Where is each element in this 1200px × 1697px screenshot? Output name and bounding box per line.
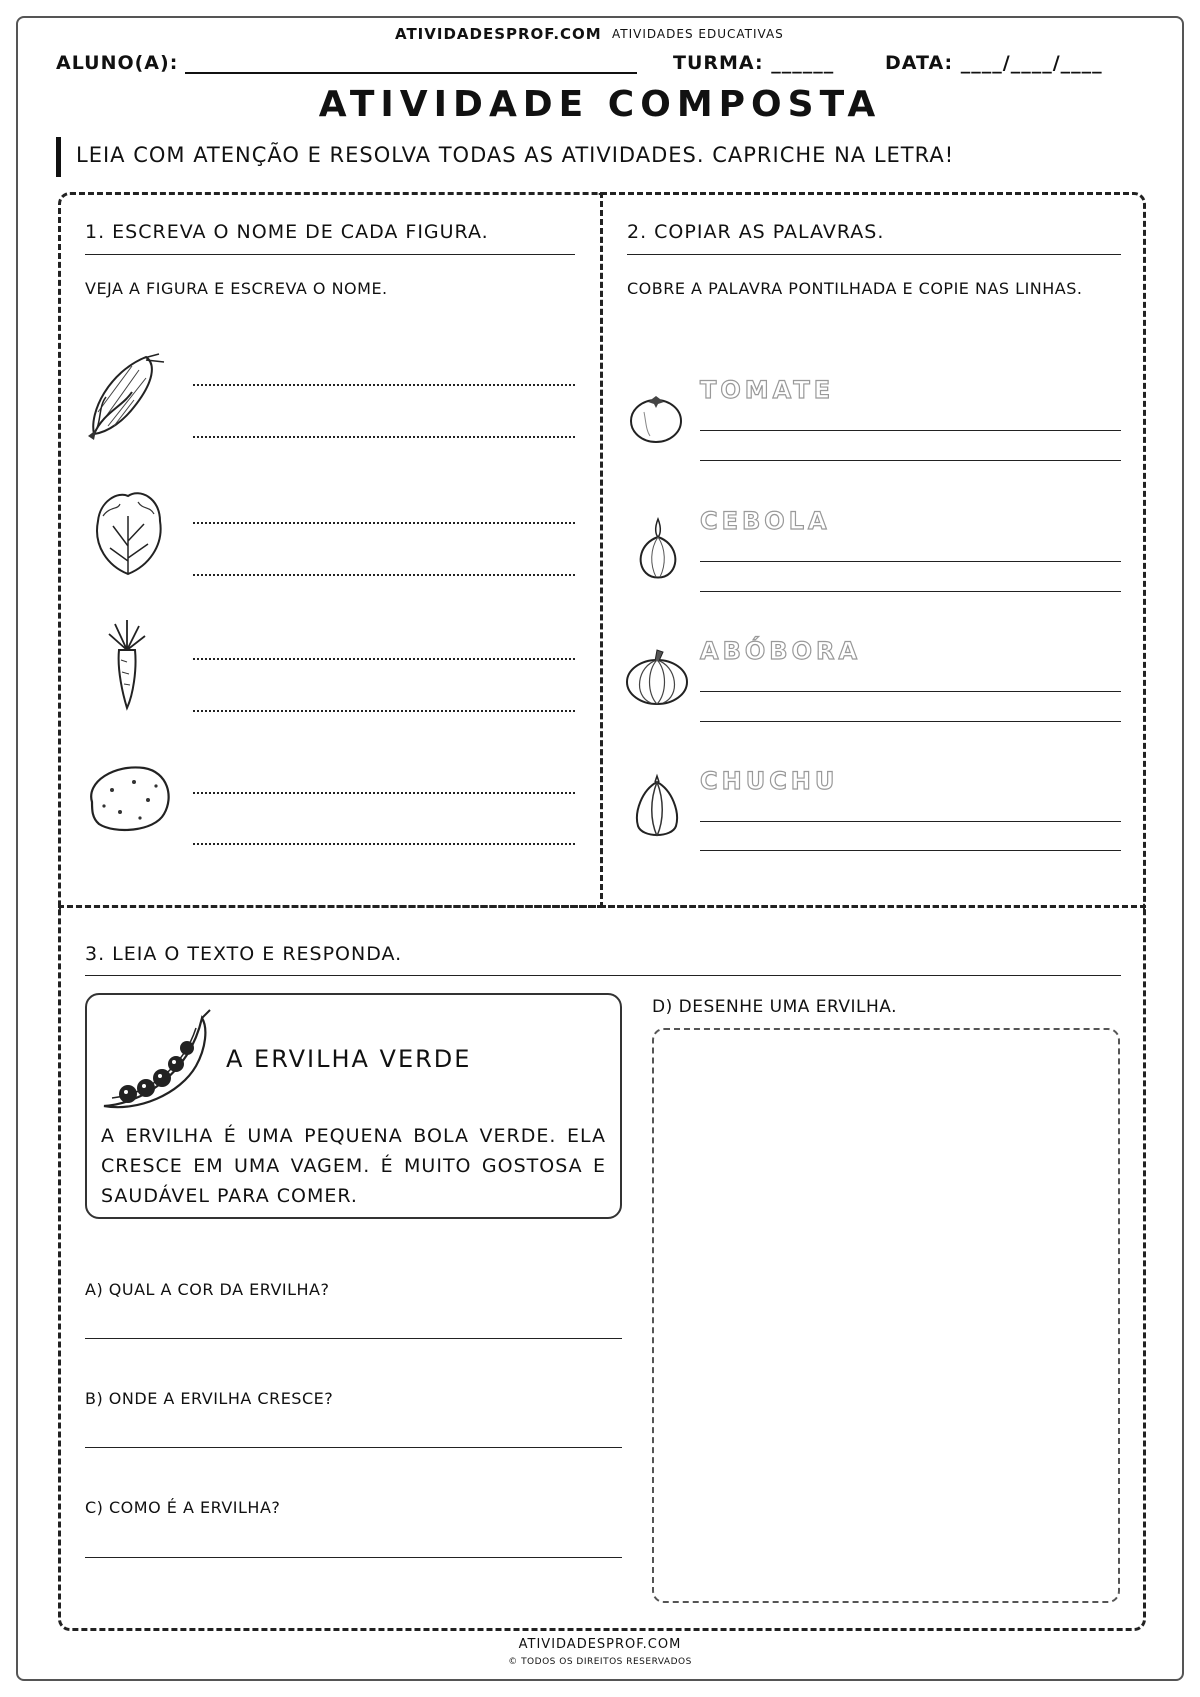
section3-rule (85, 975, 1121, 976)
copy-line[interactable] (700, 561, 1121, 562)
student-name-field[interactable] (185, 72, 637, 74)
chayote-icon (632, 776, 682, 840)
question-a: A) QUAL A COR DA ERVILHA? (85, 1280, 330, 1299)
question-c: C) COMO É A ERVILHA? (85, 1498, 281, 1517)
carrot-icon (105, 620, 150, 710)
section1-rule (85, 254, 575, 255)
student-label: ALUNO(A): (56, 52, 179, 74)
lettuce-icon (88, 486, 168, 576)
potato-icon (84, 762, 174, 834)
answer-line[interactable] (193, 574, 575, 576)
answer-line[interactable] (193, 792, 575, 794)
tomato-icon (628, 392, 684, 444)
drawing-area[interactable] (652, 1028, 1120, 1603)
onion-icon (636, 515, 680, 581)
answer-line[interactable] (193, 710, 575, 712)
copy-line[interactable] (700, 721, 1121, 722)
corn-icon (84, 352, 169, 442)
section1-instruction: VEJA A FIGURA E ESCREVA O NOME. (85, 279, 388, 298)
copy-line[interactable] (700, 430, 1121, 431)
answer-line-c[interactable] (85, 1557, 622, 1558)
section1-title: 1. ESCREVA O NOME DE CADA FIGURA. (85, 221, 489, 243)
section2-rule (627, 254, 1121, 255)
answer-line[interactable] (193, 658, 575, 660)
draw-prompt: D) DESENHE UMA ERVILHA. (652, 997, 898, 1017)
copy-line[interactable] (700, 850, 1121, 851)
trace-word[interactable]: ABÓBORA (700, 637, 862, 665)
story-text: A ERVILHA É UMA PEQUENA BOLA VERDE. ELA CRESCE EM UMA VAGEM. É MUITO GOSTOSA E SAUDÁVEL PARA COMER. (101, 1125, 606, 1207)
trace-word[interactable]: CEBOLA (700, 507, 831, 535)
site-subtitle: ATIVIDADES EDUCATIVAS (612, 27, 784, 41)
answer-line-b[interactable] (85, 1447, 622, 1448)
pumpkin-icon (625, 648, 689, 706)
answer-line[interactable] (193, 843, 575, 845)
instruction-text: LEIA COM ATENÇÃO E RESOLVA TODAS AS ATIVIDADES. CAPRICHE NA LETRA! (76, 143, 955, 167)
answer-line[interactable] (193, 384, 575, 386)
question-b: B) ONDE A ERVILHA CRESCE? (85, 1389, 334, 1408)
trace-word[interactable]: CHUCHU (700, 767, 839, 795)
answer-line[interactable] (193, 436, 575, 438)
instruction-bar (56, 137, 61, 177)
footer-site: ATIVIDADESPROF.COM (518, 1637, 682, 1652)
answer-line-a[interactable] (85, 1338, 622, 1339)
copy-line[interactable] (700, 691, 1121, 692)
story-title: A ERVILHA VERDE (226, 1045, 472, 1073)
page-title: ATIVIDADE COMPOSTA (318, 84, 882, 125)
section2-title: 2. COPIAR AS PALAVRAS. (627, 221, 885, 243)
site-name: ATIVIDADESPROF.COM (395, 25, 602, 43)
class-label[interactable]: TURMA: ______ (673, 52, 835, 74)
footer-rights: © TODOS OS DIREITOS RESERVADOS (508, 1657, 692, 1667)
trace-word[interactable]: TOMATE (700, 376, 835, 404)
section3-title: 3. LEIA O TEXTO E RESPONDA. (85, 943, 403, 965)
copy-line[interactable] (700, 460, 1121, 461)
date-label[interactable]: DATA: ____/____/____ (885, 52, 1103, 74)
copy-line[interactable] (700, 821, 1121, 822)
pea-pod-icon (98, 1008, 213, 1113)
answer-line[interactable] (193, 522, 575, 524)
copy-line[interactable] (700, 591, 1121, 592)
section2-instruction: COBRE A PALAVRA PONTILHADA E COPIE NAS LINHAS. (627, 279, 1083, 298)
